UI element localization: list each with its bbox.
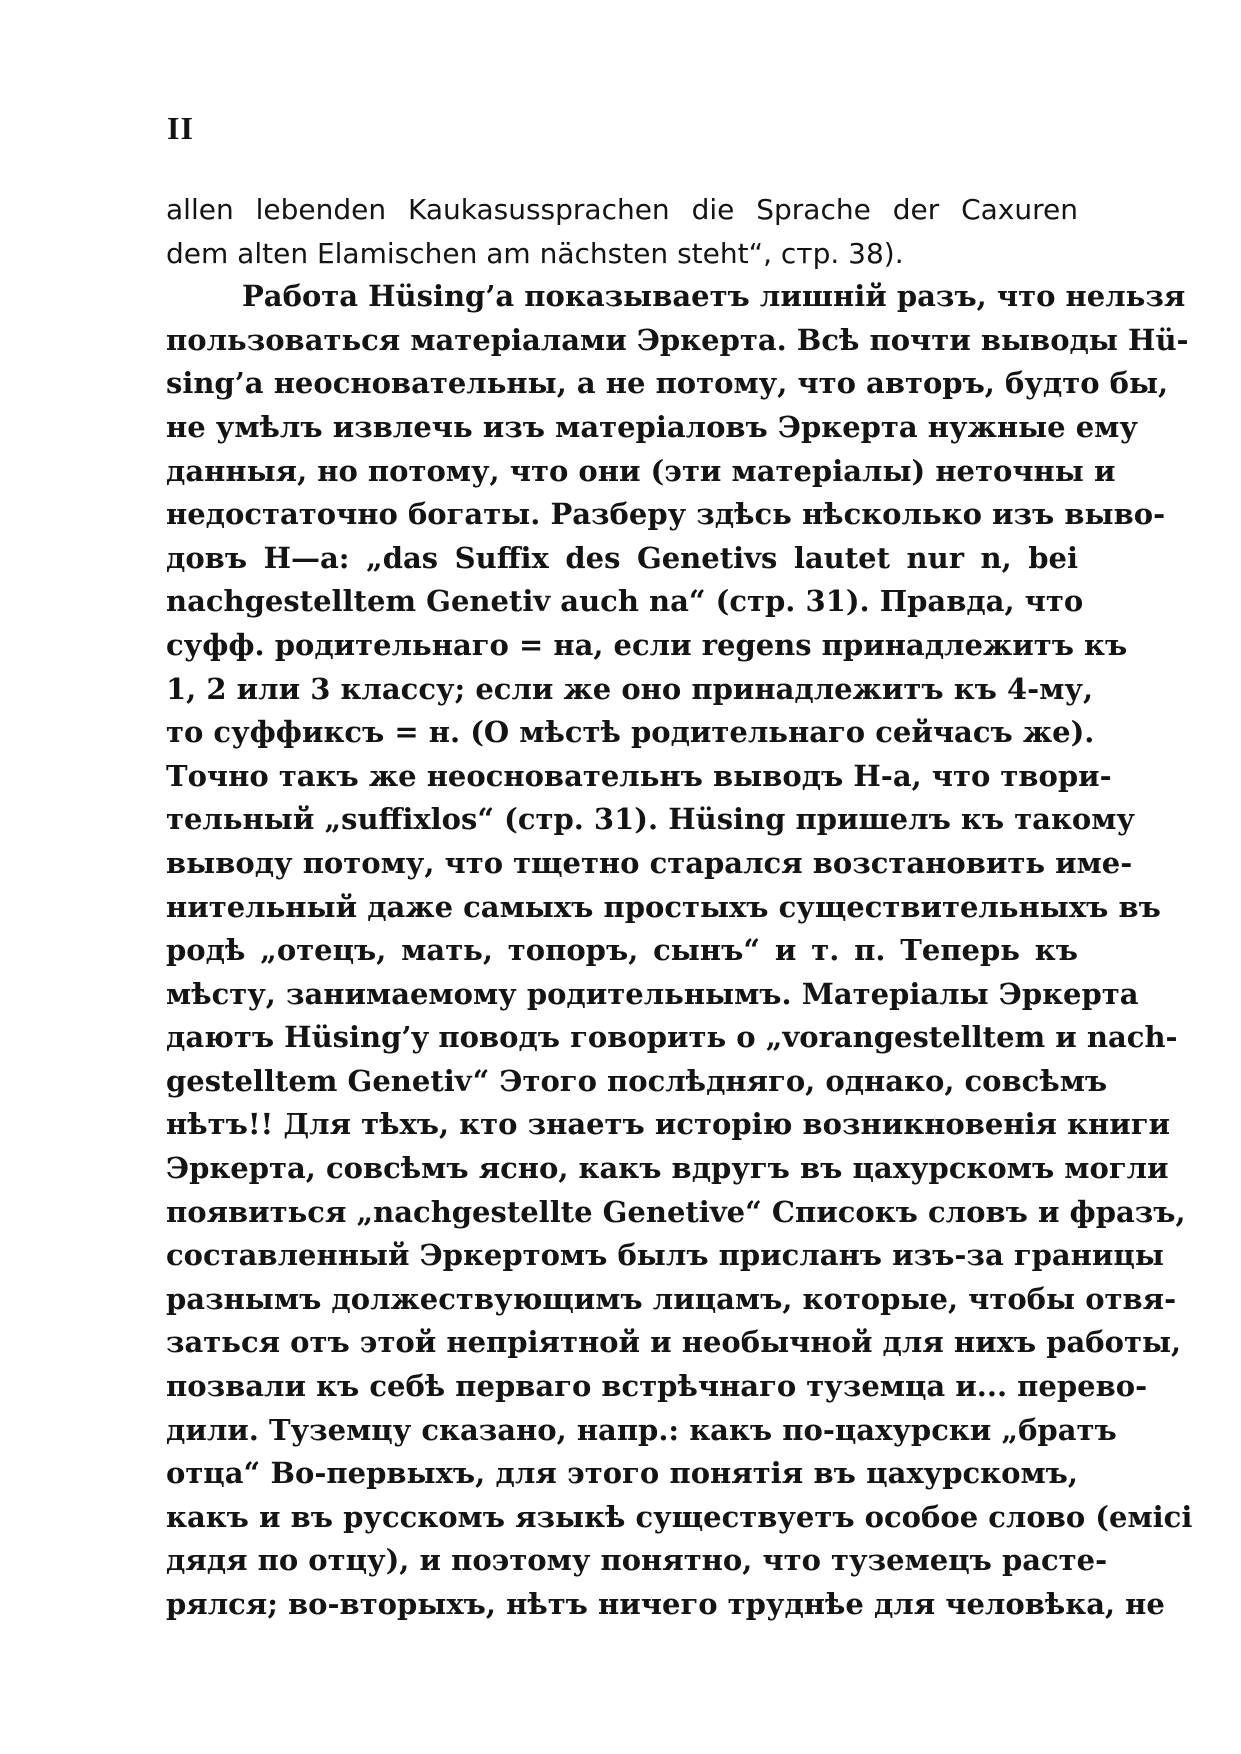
text-line: родѣ „отецъ, мать, топоръ, сынъ“ и т. п. Теперь къ bbox=[166, 933, 1078, 968]
text-line: 1, 2 или 3 классу; если же оно принадлежитъ къ 4-му, bbox=[166, 671, 1094, 706]
text-line: gestelltem Genetiv“ Этого послѣдняго, однако, совсѣмъ bbox=[166, 1063, 1108, 1098]
text-line: дили. Туземцу сказано, напр.: какъ по-цахурски „братъ bbox=[166, 1412, 1117, 1447]
text-line: недостаточно богаты. Разберу здѣсь нѣсколько изъ выво- bbox=[166, 497, 1166, 532]
text-line: данныя, но потому, что они (эти матеріалы) неточны и bbox=[166, 453, 1116, 488]
text-line: разнымъ должествующимъ лицамъ, которые, чтобы отвя- bbox=[166, 1281, 1177, 1316]
text-line: составленный Эркертомъ былъ присланъ изъ-за границы bbox=[166, 1238, 1164, 1273]
text-line: позвали къ себѣ перваго встрѣчнаго туземца и... перево- bbox=[166, 1369, 1148, 1404]
body-text bbox=[166, 188, 1193, 1627]
text-line: нительный даже самыхъ простыхъ существительныхъ въ bbox=[166, 889, 1161, 924]
text-line: отца“ Во-первыхъ, для этого понятія въ цахурскомъ, bbox=[166, 1456, 1078, 1491]
text-line: заться отъ этой непріятной и необычной для нихъ работы, bbox=[166, 1325, 1182, 1360]
text-line: какъ и въ русскомъ языкѣ существуетъ особое слово (емісі bbox=[166, 1499, 1193, 1534]
text-line: sing’a неосновательны, а не потому, что авторъ, будто бы, bbox=[166, 366, 1169, 401]
text-line: нѣтъ!! Для тѣхъ, кто знаетъ исторію возникновенія книги bbox=[166, 1107, 1171, 1142]
text-line: не умѣлъ извлечь изъ матеріаловъ Эркерта нужные ему bbox=[166, 409, 1138, 444]
text-line: появиться „nachgestellte Genetive“ Списокъ словъ и фразъ, bbox=[166, 1194, 1186, 1229]
text-line: рялся; во-вторыхъ, нѣтъ ничего труднѣе для человѣка, не bbox=[166, 1587, 1165, 1621]
text-line: dem alten Elamischen am nächsten steht“, стр. 38). bbox=[166, 236, 904, 270]
text-line: суфф. родительнаго = на, если regens принадлежитъ къ bbox=[166, 627, 1128, 662]
text-line: то суффиксъ = н. (О мѣстѣ родительнаго сейчасъ же). bbox=[166, 715, 1095, 750]
text-line: nachgestelltem Genetiv auch na“ (стр. 31). Правда, что bbox=[166, 584, 1084, 619]
page-number: II bbox=[167, 110, 194, 146]
text-line: allen lebenden Kaukasussprachen die Sprache der Caxuren bbox=[166, 193, 1078, 226]
text-line: мѣсту, занимаемому родительнымъ. Матеріалы Эркерта bbox=[166, 976, 1139, 1011]
text-line: Эркерта, совсѣмъ ясно, какъ вдругъ въ цахурскомъ могли bbox=[166, 1151, 1169, 1186]
text-line: тельный „suffixlos“ (стр. 31). Hüsing пришелъ къ такому bbox=[166, 802, 1135, 837]
text-line: даютъ Hüsing’y поводъ говорить о „vorangestelltem и nach- bbox=[166, 1020, 1178, 1055]
text-line: дядя по отцу), и поэтому понятно, что туземецъ расте- bbox=[166, 1543, 1108, 1578]
text-line: довъ Н—а: „das Suffix des Genetivs lautet nur n, bei bbox=[166, 540, 1078, 575]
text-line: выводу потому, что тщетно старался возстановить име- bbox=[166, 845, 1133, 880]
text-line: Точно такъ же неосновательнъ выводъ Н-а, что твори- bbox=[166, 758, 1112, 793]
text-line: Работа Hüsing’a показываетъ лишній разъ, что нельзя bbox=[242, 279, 1186, 314]
text-line: пользоваться матеріалами Эркерта. Всѣ почти выводы Hü- bbox=[166, 322, 1189, 357]
